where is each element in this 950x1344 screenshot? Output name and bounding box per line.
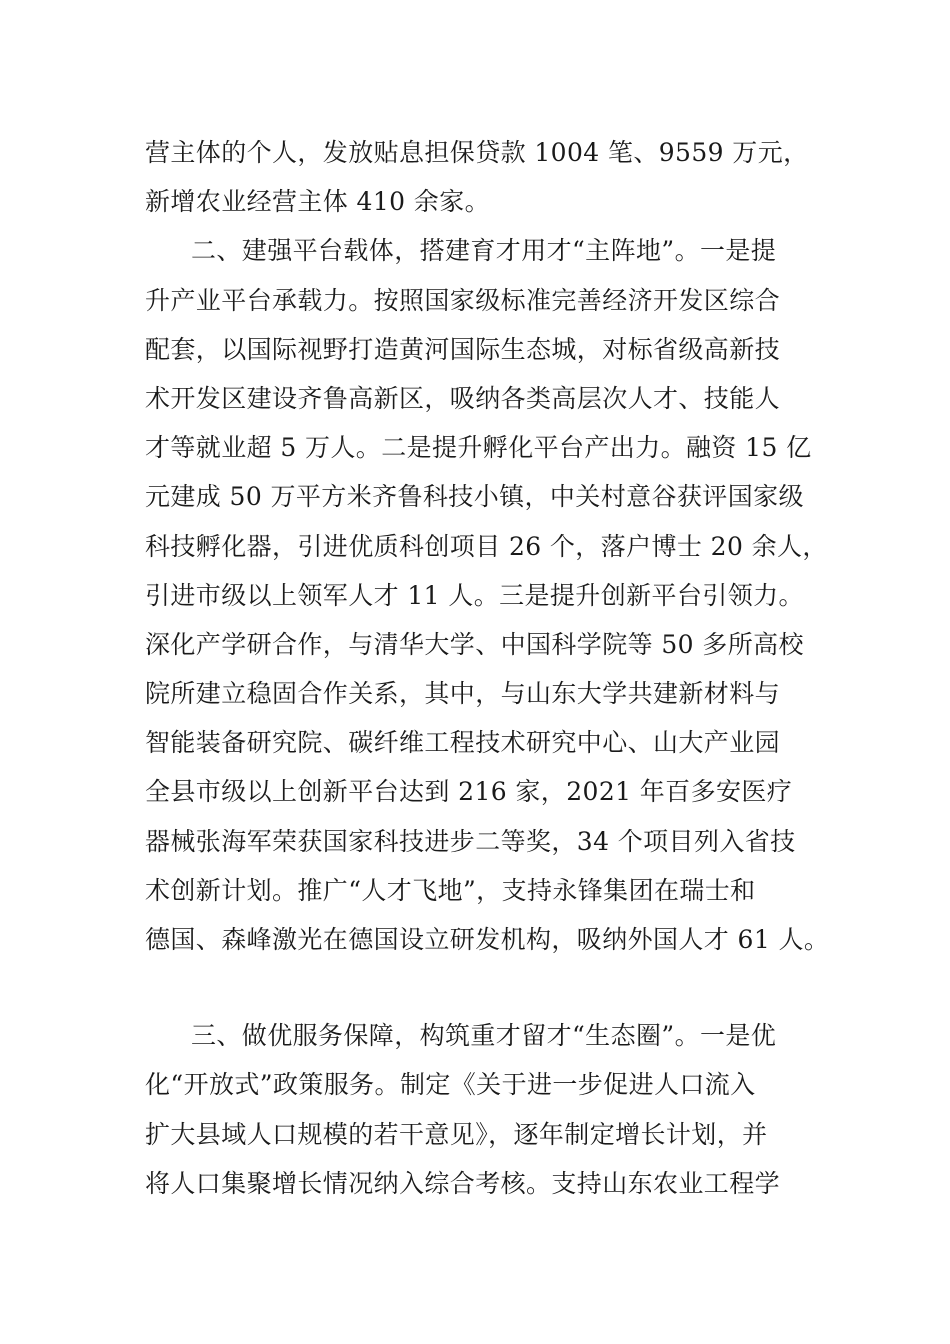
text-line: 德国、森峰激光在德国设立研发机构，吸纳外国人才 61 人。 bbox=[145, 925, 830, 954]
text-line: 术创新计划。推广“人才飞地”，支持永锋集团在瑞士和 bbox=[145, 875, 756, 905]
text-line: 深化产学研合作，与清华大学、中国科学院等 50 多所高校 bbox=[145, 629, 804, 659]
text-line: 二、建强平台载体，搭建育才用才“主阵地”。一是提 bbox=[191, 236, 777, 266]
text-line: 全县市级以上创新平台达到 216 家，2021 年百多安医疗 bbox=[145, 777, 793, 807]
text-line: 元建成 50 万平方米齐鲁科技小镇，中关村意谷获评国家级 bbox=[145, 482, 804, 512]
paragraph-1 bbox=[145, 128, 815, 226]
document-body bbox=[145, 128, 830, 1208]
text-line: 术开发区建设齐鲁高新区，吸纳各类高层次人才、技能人 bbox=[145, 383, 781, 413]
text-line: 营主体的个人，发放贴息担保贷款 1004 笔、9559 万元， bbox=[145, 138, 809, 167]
text-line: 配套，以国际视野打造黄河国际生态城，对标省级高新技 bbox=[145, 334, 781, 364]
paragraph-2 bbox=[145, 226, 830, 964]
paragraph-3 bbox=[145, 1011, 815, 1208]
paragraph-spacer bbox=[145, 964, 815, 1011]
text-line: 智能装备研究院、碳纤维工程技术研究中心、山大产业园 bbox=[145, 728, 781, 758]
text-line: 新增农业经营主体 410 余家。 bbox=[145, 187, 491, 217]
text-line: 升产业平台承载力。按照国家级标准完善经济开发区综合 bbox=[145, 285, 781, 315]
text-line: 院所建立稳固合作关系，其中，与山东大学共建新材料与 bbox=[145, 679, 781, 709]
text-line: 才等就业超 5 万人。二是提升孵化平台产出力。融资 15 亿 bbox=[145, 433, 812, 463]
text-line: 科技孵化器，引进优质科创项目 26 个，落户博士 20 余人， bbox=[145, 531, 828, 561]
text-line: 三、做优服务保障，构筑重才留才“生态圈”。一是优 bbox=[191, 1021, 777, 1051]
text-line: 器械张海军荣获国家科技进步二等奖，34 个项目列入省技 bbox=[145, 826, 796, 856]
text-line: 扩大县域人口规模的若干意见》，逐年制定增长计划，并 bbox=[145, 1119, 768, 1149]
text-line: 化“开放式”政策服务。制定《关于进一步促进人口流入 bbox=[145, 1070, 756, 1100]
text-line: 引进市级以上领军人才 11 人。三是提升创新平台引领力。 bbox=[145, 580, 804, 610]
text-line: 将人口集聚增长情况纳入综合考核。支持山东农业工程学 bbox=[145, 1168, 781, 1198]
